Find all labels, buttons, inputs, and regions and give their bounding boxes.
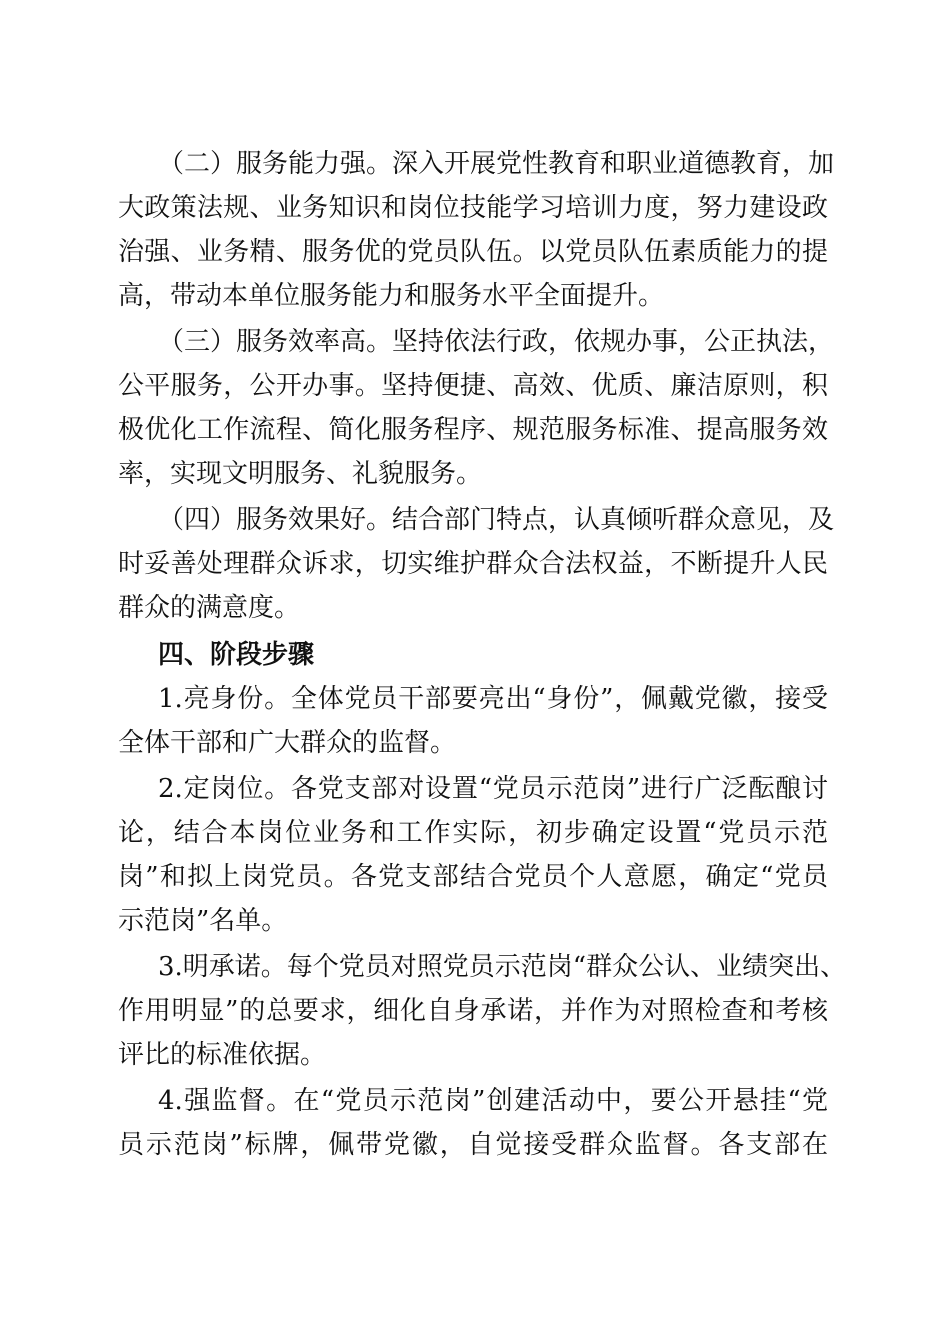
section-heading: 四、阶段步骤: [158, 640, 315, 670]
text-line: 大政策法规、业务知识和岗位技能学习培训力度，努力建设政: [118, 193, 828, 223]
text-line: 时妥善处理群众诉求，切实维护群众合法权益，不断提升人民: [118, 549, 828, 579]
text-line: （三）服务效率高。坚持依法行政，依规办事，公正执法，: [158, 327, 835, 357]
text-line: 示范岗”名单。: [118, 906, 288, 936]
text-line: （四）服务效果好。结合部门特点，认真倾听群众意见，及: [158, 505, 835, 535]
text-line: 员示范岗”标牌，佩带党徽，自觉接受群众监督。各支部在: [118, 1130, 828, 1160]
text-line: 1.亮身份。全体党员干部要亮出“身份”，佩戴党徽，接受: [158, 684, 828, 714]
text-line: 论，结合本岗位业务和工作实际，初步确定设置“党员示范: [118, 818, 828, 848]
text-line: 全体干部和广大群众的监督。: [118, 728, 457, 758]
text-line: 率，实现文明服务、礼貌服务。: [118, 459, 483, 489]
text-line: 2.定岗位。各党支部对设置“党员示范岗”进行广泛酝酿讨: [158, 774, 828, 804]
text-line: 治强、业务精、服务优的党员队伍。以党员队伍素质能力的提: [118, 237, 828, 267]
text-line: 高，带动本单位服务能力和服务水平全面提升。: [118, 281, 665, 311]
text-line: 岗”和拟上岗党员。各党支部结合党员个人意愿，确定“党员: [118, 862, 828, 892]
text-line: 评比的标准依据。: [118, 1040, 327, 1070]
text-line: （二）服务能力强。深入开展党性教育和职业道德教育，加: [158, 149, 835, 179]
text-line: 3.明承诺。每个党员对照党员示范岗“群众公认、业绩突出、: [158, 952, 847, 982]
text-line: 公平服务，公开办事。坚持便捷、高效、优质、廉洁原则，积: [118, 371, 828, 401]
text-line: 4.强监督。在“党员示范岗”创建活动中，要公开悬挂“党: [158, 1086, 828, 1116]
text-line: 群众的满意度。: [118, 593, 301, 623]
text-line: 极优化工作流程、简化服务程序、规范服务标准、提高服务效: [118, 415, 828, 445]
text-line: 作用明显”的总要求，细化自身承诺，并作为对照检查和考核: [118, 996, 828, 1026]
